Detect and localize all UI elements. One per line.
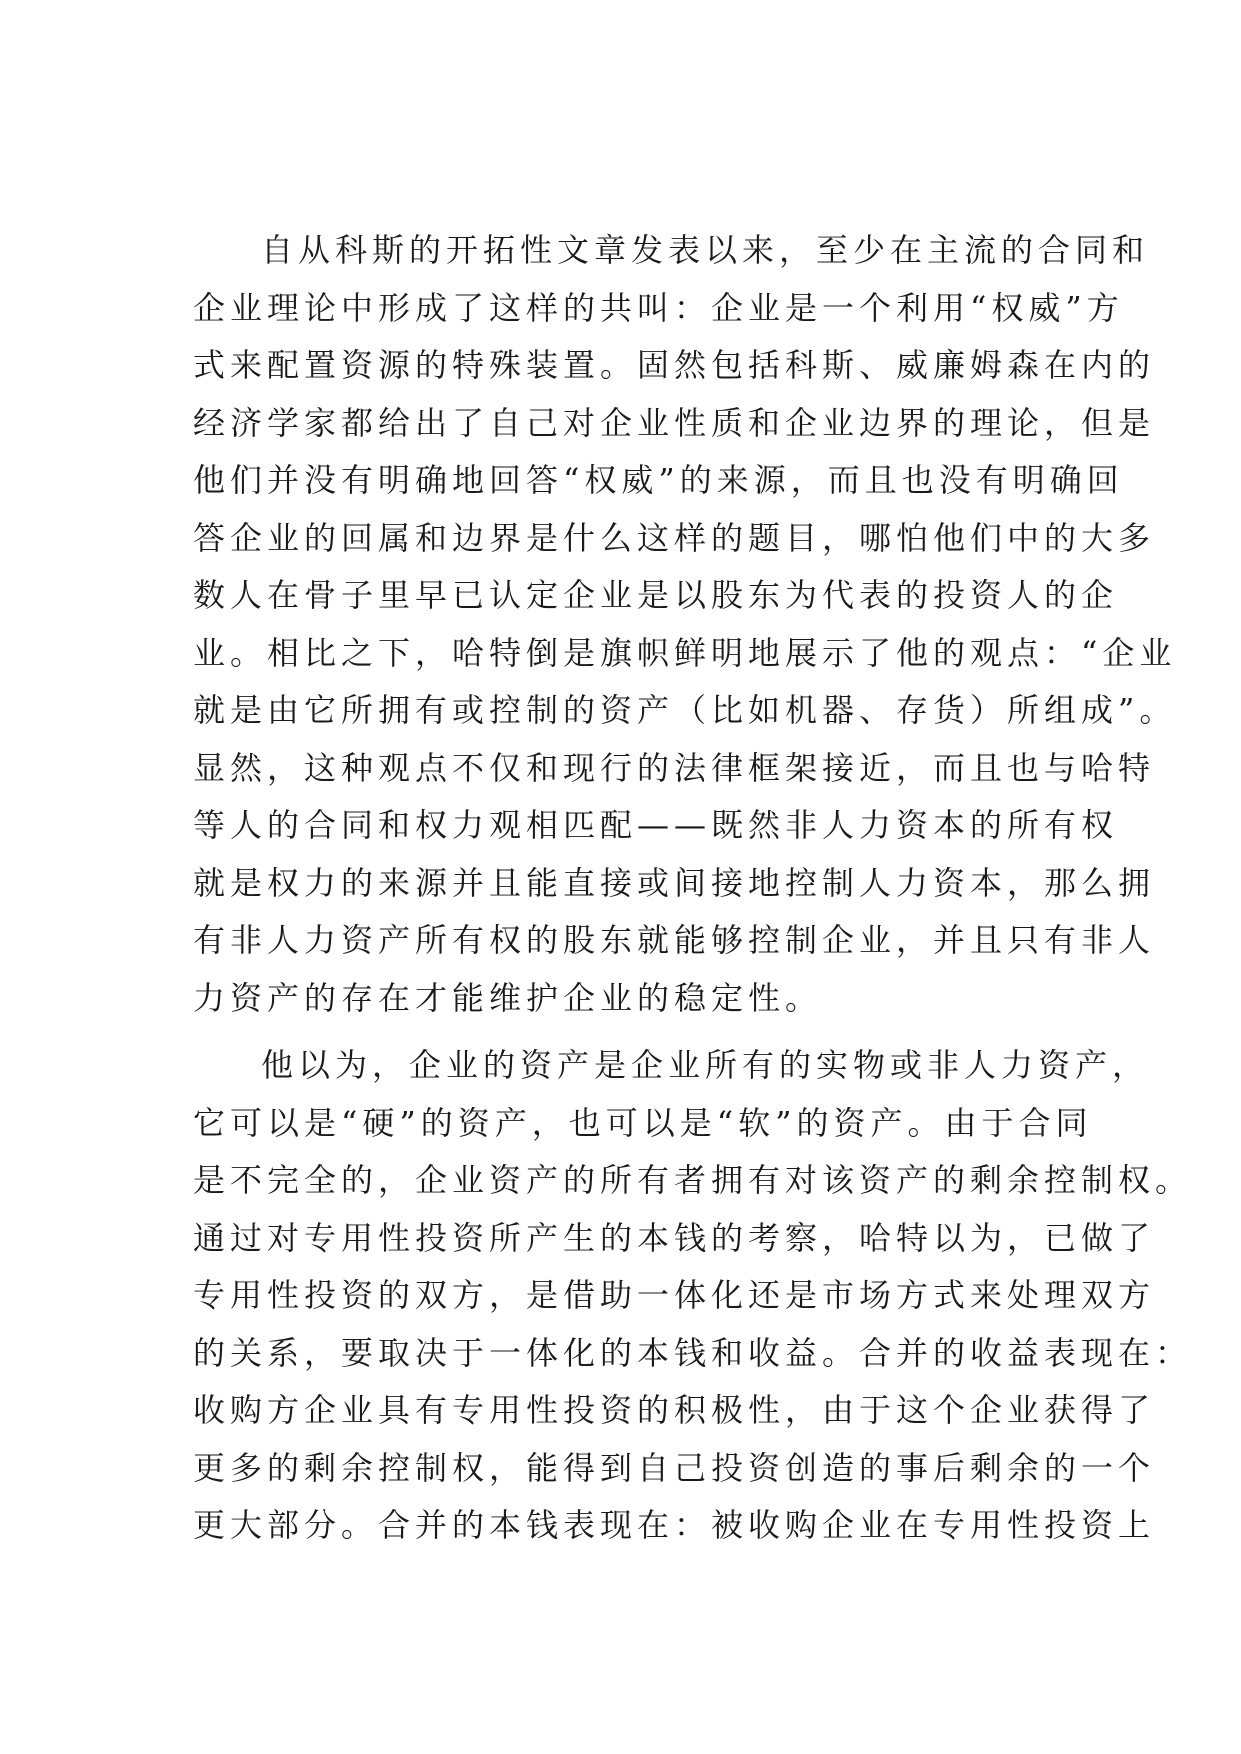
text-line: 的关系，要取决于一体化的本钱和收益。合并的收益表现在： xyxy=(193,1333,1193,1372)
text-line: 它可以是“硬”的资产，也可以是“软”的资产。由于合同 xyxy=(193,1103,1093,1142)
body-text xyxy=(193,222,1193,1555)
text-line: 通过对专用性投资所产生的本钱的考察，哈特以为，已做了 xyxy=(193,1218,1156,1257)
text-line: 企业理论中形成了这样的共叫：企业是一个利用“权威”方 xyxy=(193,288,1124,327)
text-line: 他以为，企业的资产是企业所有的实物或非人力资产， xyxy=(261,1046,1150,1084)
text-line: 就是权力的来源并且能直接或间接地控制人力资本，那么拥 xyxy=(193,863,1156,902)
text-line: 答企业的回属和边界是什么这样的题目，哪怕他们中的大多 xyxy=(193,518,1156,557)
text-line: 自从科斯的开拓性文章发表以来，至少在主流的合同和 xyxy=(261,231,1150,269)
paragraph-1 xyxy=(193,222,1177,1027)
text-line: 式来配置资源的特殊装置。固然包括科斯、威廉姆森在内的 xyxy=(193,346,1156,384)
text-line: 更多的剩余控制权，能得到自己投资创造的事后剩余的一个 xyxy=(193,1448,1156,1487)
text-line: 数人在骨子里早已认定企业是以股东为代表的投资人的企 xyxy=(193,576,1119,614)
text-line: 显然，这种观点不仅和现行的法律框架接近，而且也与哈特 xyxy=(193,748,1156,787)
text-line: 有非人力资产所有权的股东就能够控制企业，并且只有非人 xyxy=(193,921,1156,959)
text-line: 是不完全的，企业资产的所有者拥有对该资产的剩余控制权。 xyxy=(193,1161,1193,1199)
paragraph-2 xyxy=(193,1037,1193,1555)
text-line: 收购方企业具有专用性投资的积极性，由于这个企业获得了 xyxy=(193,1391,1156,1429)
text-line: 就是由它所拥有或控制的资产（比如机器、存货）所组成”。 xyxy=(193,691,1177,729)
text-line: 力资产的存在才能维护企业的稳定性。 xyxy=(193,978,823,1017)
text-line: 业。相比之下，哈特倒是旗帜鲜明地展示了他的观点：“企业 xyxy=(193,633,1177,672)
paragraph-gap xyxy=(193,1027,1053,1037)
text-line: 等人的合同和权力观相匹配——既然非人力资本的所有权 xyxy=(193,806,1119,844)
text-line: 他们并没有明确地回答“权威”的来源，而且也没有明确回 xyxy=(193,461,1124,499)
text-line: 经济学家都给出了自己对企业性质和企业边界的理论，但是 xyxy=(193,403,1156,442)
text-line: 更大部分。合并的本钱表现在：被收购企业在专用性投资上 xyxy=(193,1506,1156,1544)
text-line: 专用性投资的双方，是借助一体化还是市场方式来处理双方 xyxy=(193,1276,1156,1314)
